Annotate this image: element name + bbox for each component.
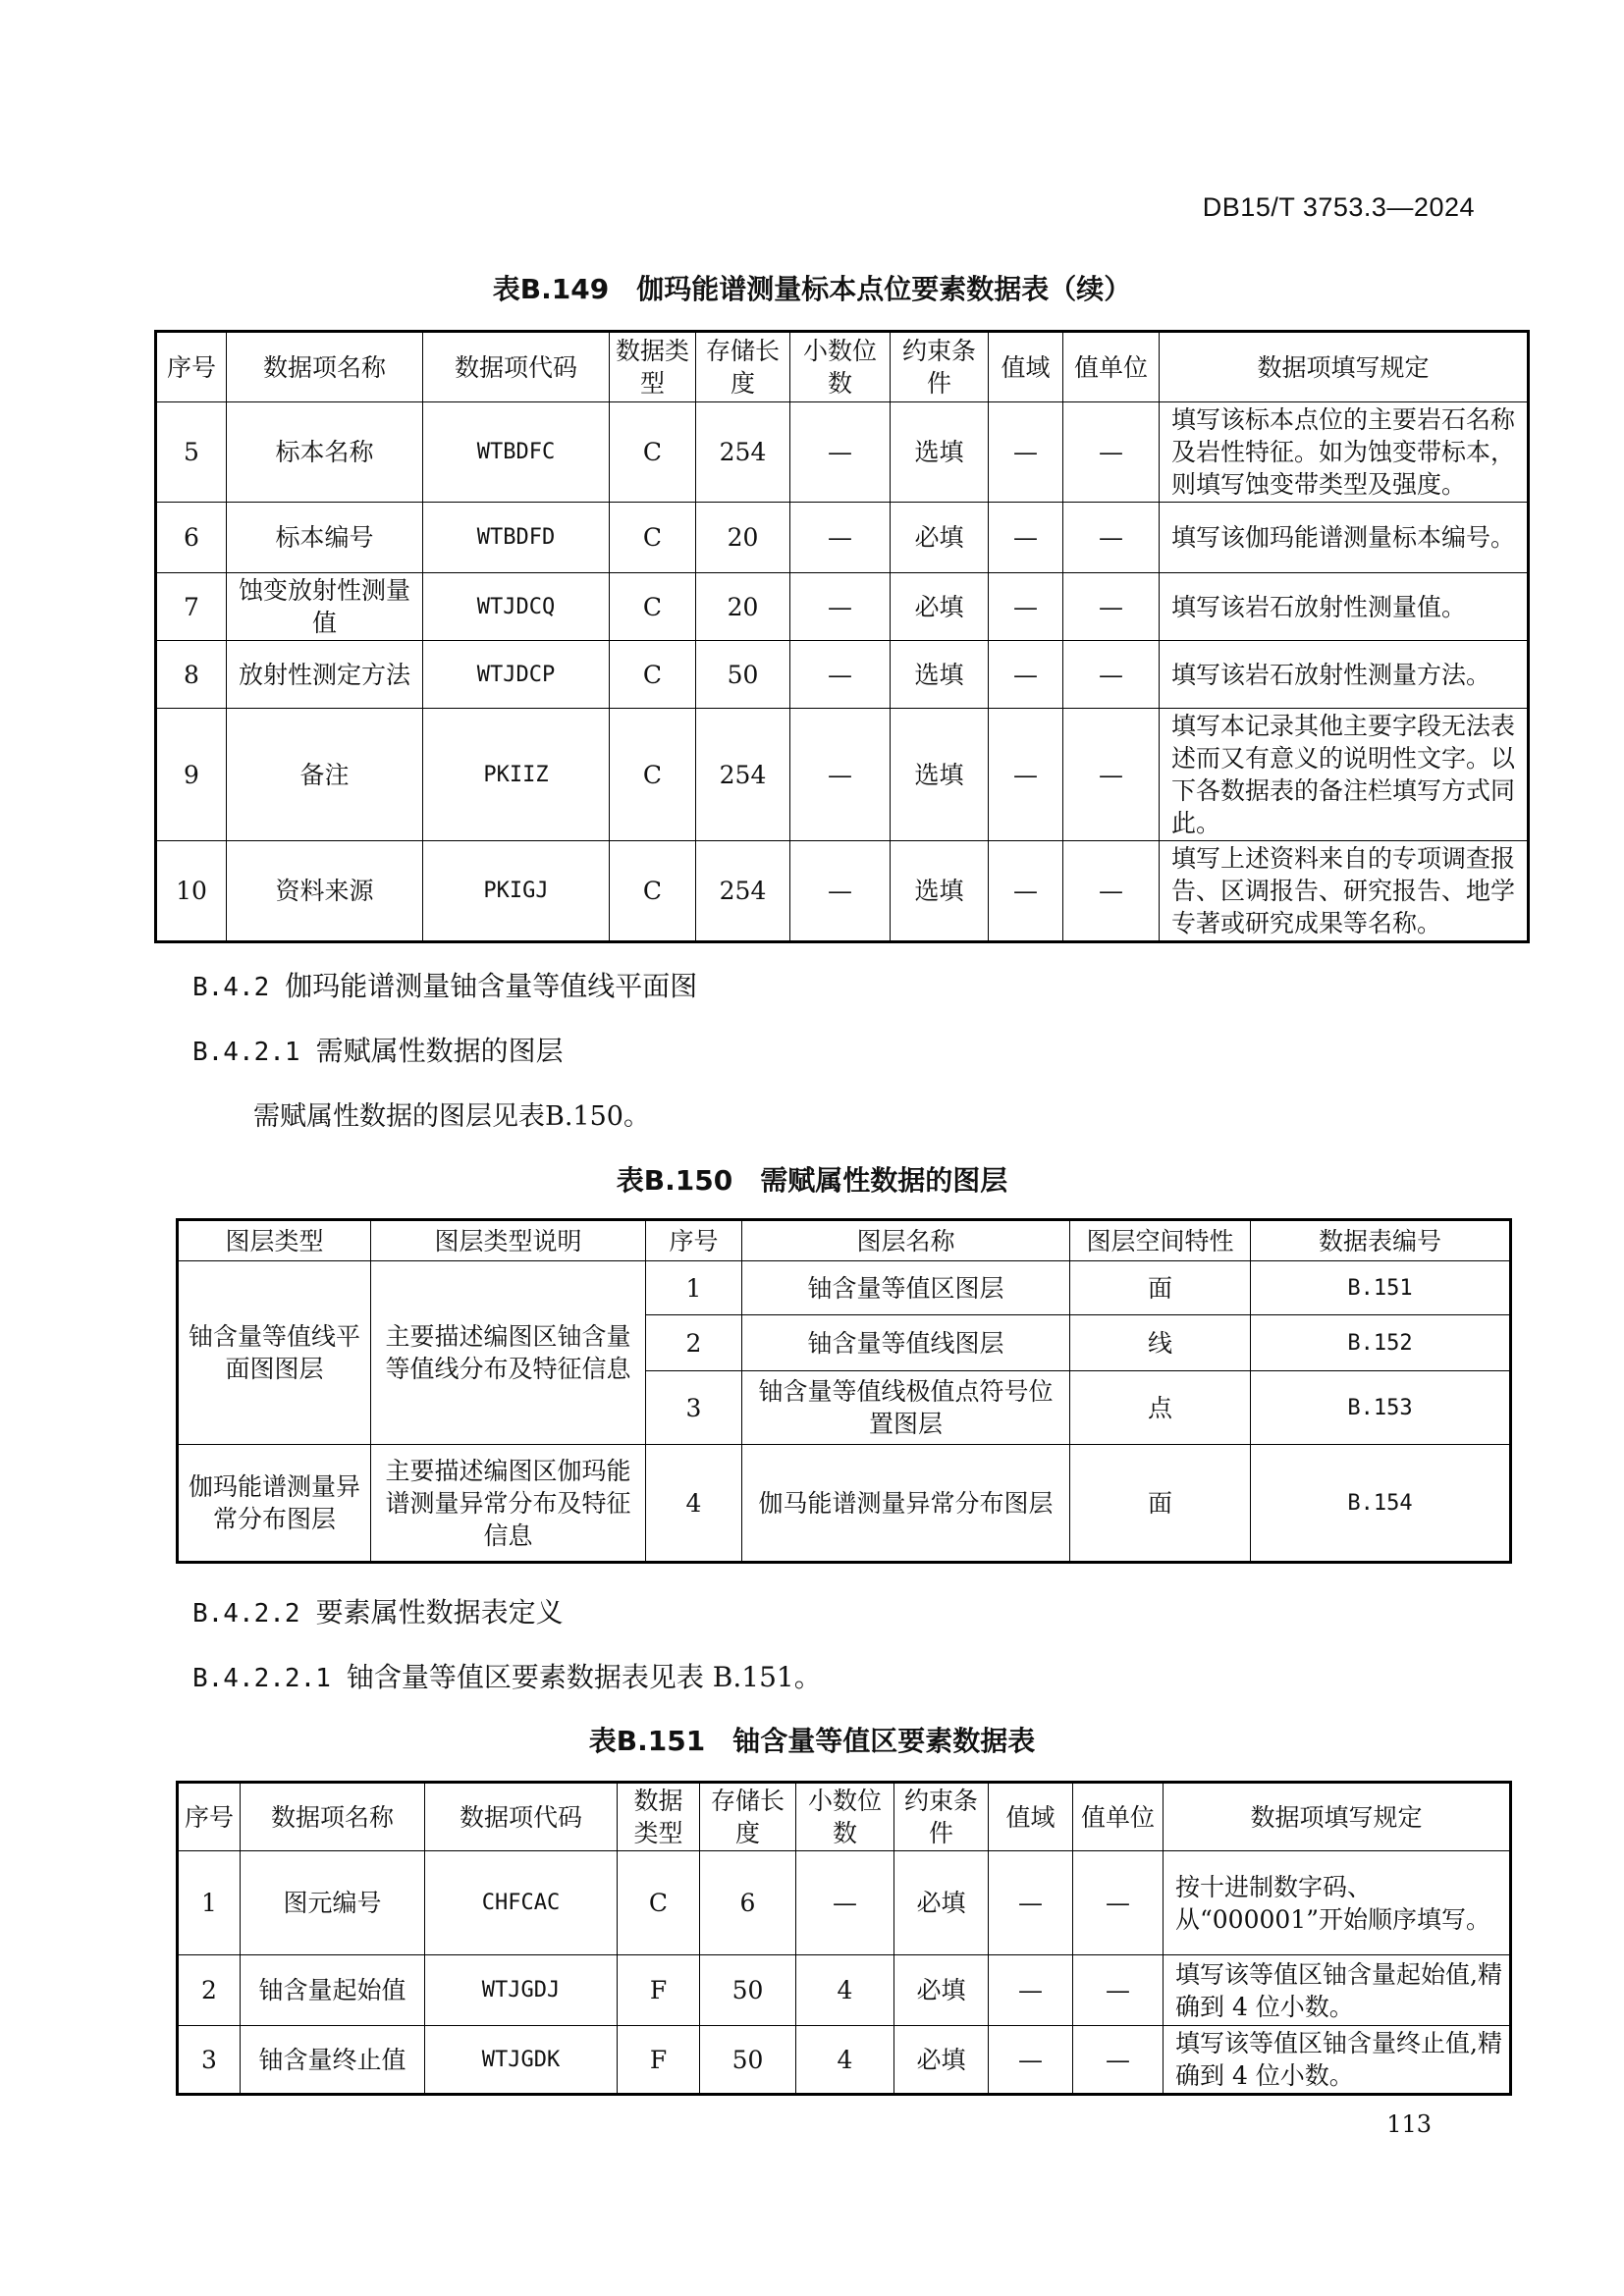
cell: 254 [696,709,790,841]
col-header: 数据项填写规定 [1164,1783,1511,1851]
cell: 按十进制数字码、从“000001”开始顺序填写。 [1164,1851,1511,1955]
cell: F [618,1955,700,2026]
col-header: 数据项代码 [423,332,610,402]
cell: PKIGJ [423,841,610,942]
layer-type-cell: 铀含量等值线平面图图层 [178,1261,371,1445]
cell: — [790,641,891,709]
col-header: 图层类型 [178,1220,371,1261]
cell: 6 [700,1851,796,1955]
cell: — [1073,1851,1164,1955]
cell: 2 [646,1315,742,1371]
cell: 填写该标本点位的主要岩石名称及岩性特征。如为蚀变带标本，则填写蚀变带类型及强度。 [1160,402,1529,503]
cell: — [1073,1955,1164,2026]
col-header: 值域 [989,1783,1073,1851]
cell: 选填 [891,402,989,503]
cell: 铀含量等值线图层 [742,1315,1070,1371]
table-row [156,709,1529,841]
section-number: B.4.2.1 [192,1038,300,1067]
cell: — [1073,2026,1164,2095]
cell: WTJDCP [423,641,610,709]
col-header: 值单位 [1073,1783,1164,1851]
cell: C [610,841,696,942]
cell: C [610,641,696,709]
col-header: 序号 [646,1220,742,1261]
table-header-row [178,1220,1511,1261]
table-row [178,1851,1511,1955]
cell: 面 [1070,1445,1251,1563]
section-b4221-heading [192,1656,822,1695]
cell: 3 [178,2026,241,2095]
cell: 254 [696,402,790,503]
table-row [156,573,1529,641]
layer-desc-cell: 主要描述编图区伽玛能谱测量异常分布及特征信息 [371,1445,646,1563]
col-header: 图层空间特性 [1070,1220,1251,1261]
layer-desc-cell: 主要描述编图区铀含量等值线分布及特征信息 [371,1261,646,1445]
table-row [178,1261,1511,1315]
cell: C [610,503,696,573]
cell: WTJDCQ [423,573,610,641]
table-row [156,641,1529,709]
page-number: 113 [1386,2110,1432,2138]
cell: 1 [646,1261,742,1315]
cell: C [610,402,696,503]
cell: 点 [1070,1371,1251,1445]
col-header: 小数位数 [790,332,891,402]
cell: — [989,841,1063,942]
cell: F [618,2026,700,2095]
col-header: 数据项填写规定 [1160,332,1529,402]
layer-type-cell: 伽玛能谱测量异常分布图层 [178,1445,371,1563]
table-header-row [178,1783,1511,1851]
section-number: B.4.2.2.1 [192,1664,331,1693]
cell: 面 [1070,1261,1251,1315]
cell: B.151 [1251,1261,1511,1315]
cell: — [790,709,891,841]
table-149 [154,330,1530,943]
cell: 1 [178,1851,241,1955]
cell: 备注 [227,709,423,841]
cell: 20 [696,573,790,641]
section-title: 需赋属性数据的图层 [315,1035,564,1067]
col-header: 约束条件 [891,332,989,402]
cell: — [989,402,1063,503]
cell: — [989,2026,1073,2095]
table-150 [176,1218,1512,1564]
cell: 必填 [894,1851,989,1955]
cell: — [1063,573,1160,641]
cell: C [610,709,696,841]
col-header: 约束条件 [894,1783,989,1851]
paragraph: 需赋属性数据的图层见表B.150。 [253,1101,650,1132]
cell: — [989,503,1063,573]
table-149-caption: 表B.149 伽玛能谱测量标本点位要素数据表（续） [492,273,1132,305]
cell: 线 [1070,1315,1251,1371]
col-header: 存储长度 [696,332,790,402]
cell: 必填 [891,573,989,641]
col-header: 数据项代码 [425,1783,618,1851]
col-header: 图层类型说明 [371,1220,646,1261]
table-row [156,402,1529,503]
cell: 选填 [891,841,989,942]
cell: 4 [646,1445,742,1563]
cell: 资料来源 [227,841,423,942]
table-row [178,1445,1511,1563]
cell: 254 [696,841,790,942]
cell: 填写该等值区铀含量终止值,精确到 4 位小数。 [1164,2026,1511,2095]
cell: 10 [156,841,227,942]
table-row [178,1955,1511,2026]
section-title: 铀含量等值区要素数据表见表 B.151。 [346,1661,822,1693]
standard-code: DB15/T 3753.3—2024 [1202,192,1475,222]
cell: — [790,402,891,503]
table-header-row [156,332,1529,402]
cell: 填写本记录其他主要字段无法表述而又有意义的说明性文字。以下各数据表的备注栏填写方式同此。 [1160,709,1529,841]
cell: 标本编号 [227,503,423,573]
col-header: 图层名称 [742,1220,1070,1261]
cell: — [1063,641,1160,709]
cell: — [1063,503,1160,573]
cell: 必填 [891,503,989,573]
cell: PKIIZ [423,709,610,841]
cell: 必填 [894,1955,989,2026]
cell: 铀含量终止值 [241,2026,425,2095]
cell: — [989,641,1063,709]
cell: 5 [156,402,227,503]
cell: — [1063,709,1160,841]
cell: C [618,1851,700,1955]
cell: 50 [700,1955,796,2026]
cell: — [790,573,891,641]
cell: 选填 [891,709,989,841]
cell: B.152 [1251,1315,1511,1371]
col-header: 数据类型 [610,332,696,402]
cell: 铀含量起始值 [241,1955,425,2026]
section-number: B.4.2 [192,973,270,1002]
cell: 50 [700,2026,796,2095]
col-header: 数据类型 [618,1783,700,1851]
col-header: 小数位数 [796,1783,894,1851]
col-header: 数据项名称 [227,332,423,402]
cell: WTBDFC [423,402,610,503]
table-row [156,841,1529,942]
cell: B.154 [1251,1445,1511,1563]
cell: 铀含量等值区图层 [742,1261,1070,1315]
cell: 选填 [891,641,989,709]
col-header: 值单位 [1063,332,1160,402]
table-row [178,2026,1511,2095]
cell: 50 [696,641,790,709]
col-header: 序号 [178,1783,241,1851]
cell: B.153 [1251,1371,1511,1445]
cell: 填写该伽玛能谱测量标本编号。 [1160,503,1529,573]
cell: 4 [796,2026,894,2095]
cell: 9 [156,709,227,841]
cell: WTJGDJ [425,1955,618,2026]
col-header: 数据表编号 [1251,1220,1511,1261]
section-title: 要素属性数据表定义 [315,1596,564,1629]
cell: 伽马能谱测量异常分布图层 [742,1445,1070,1563]
col-header: 数据项名称 [241,1783,425,1851]
cell: 3 [646,1371,742,1445]
col-header: 序号 [156,332,227,402]
cell: — [989,573,1063,641]
section-b422-heading [192,1591,564,1630]
cell: 8 [156,641,227,709]
col-header: 值域 [989,332,1063,402]
cell: 7 [156,573,227,641]
cell: 填写该岩石放射性测量方法。 [1160,641,1529,709]
table-150-caption: 表B.150 需赋属性数据的图层 [616,1164,1008,1197]
cell: — [790,503,891,573]
cell: — [790,841,891,942]
cell: — [1063,402,1160,503]
cell: CHFCAC [425,1851,618,1955]
section-number: B.4.2.2 [192,1599,300,1629]
cell: 4 [796,1955,894,2026]
cell: WTBDFD [423,503,610,573]
cell: 放射性测定方法 [227,641,423,709]
table-row [156,503,1529,573]
section-title: 伽玛能谱测量铀含量等值线平面图 [285,970,698,1002]
section-b42-heading [192,965,697,1004]
col-header: 存储长度 [700,1783,796,1851]
cell: 2 [178,1955,241,2026]
table-151 [176,1781,1512,2096]
cell: 必填 [894,2026,989,2095]
cell: 填写该等值区铀含量起始值,精确到 4 位小数。 [1164,1955,1511,2026]
table-151-caption: 表B.151 铀含量等值区要素数据表 [588,1725,1036,1757]
cell: 6 [156,503,227,573]
cell: 铀含量等值线极值点符号位置图层 [742,1371,1070,1445]
cell: 20 [696,503,790,573]
cell: — [796,1851,894,1955]
cell: — [989,709,1063,841]
cell: — [989,1851,1073,1955]
section-b421-heading [192,1030,564,1069]
cell: C [610,573,696,641]
cell: 填写该岩石放射性测量值。 [1160,573,1529,641]
cell: — [989,1955,1073,2026]
cell: 蚀变放射性测量值 [227,573,423,641]
cell: WTJGDK [425,2026,618,2095]
cell: — [1063,841,1160,942]
cell: 标本名称 [227,402,423,503]
cell: 图元编号 [241,1851,425,1955]
cell: 填写上述资料来自的专项调查报告、区调报告、研究报告、地学专著或研究成果等名称。 [1160,841,1529,942]
